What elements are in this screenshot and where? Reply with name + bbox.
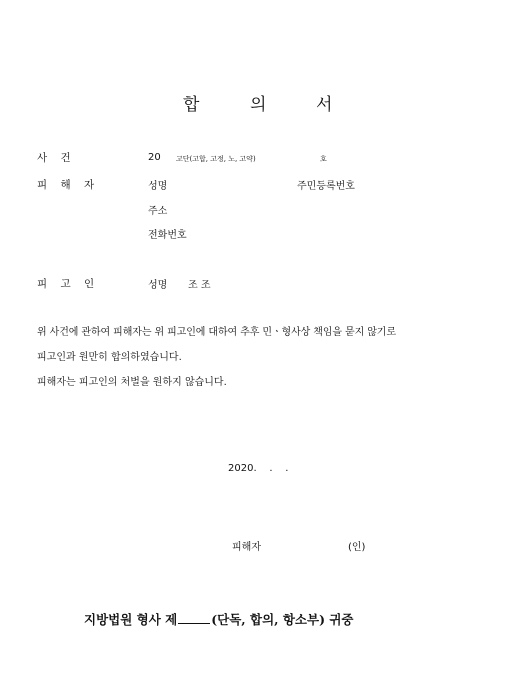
department-blank [178, 613, 210, 624]
defendant-label: 피 고 인 [37, 278, 100, 290]
defendant-name-label: 성명 [148, 280, 168, 291]
title-char-1: 합 [183, 95, 200, 115]
court-footer [84, 610, 354, 628]
title-char-2: 의 [250, 95, 267, 115]
title-char-3: 서 [316, 95, 333, 115]
date: 2020. . . [228, 463, 289, 474]
body-line-1: 위 사건에 관하여 피해자는 위 피고인에 대하여 추후 민ㆍ형사상 책임을 묻지 않기로 [37, 327, 396, 338]
case-label: 사 건 [37, 152, 76, 164]
victim-phone-label: 전화번호 [148, 230, 187, 241]
court-footer-suffix: (단독, 합의, 항소부) 귀중 [211, 612, 354, 627]
signature-seal: (인) [348, 542, 366, 553]
body-line-2: 피고인과 원만히 합의하였습니다. [37, 352, 182, 363]
victim-id-label: 주민등록번호 [297, 181, 355, 192]
case-year-prefix: 20 [148, 152, 161, 163]
case-suffix: 호 [320, 155, 327, 163]
victim-name-label: 성명 [148, 181, 168, 192]
case-types: 고단(고합, 고정, 노, 고약) [176, 155, 256, 163]
body-line-3: 피해자는 피고인의 처벌을 원하지 않습니다. [37, 377, 227, 388]
court-footer-prefix: 지방법원 형사 제 [84, 612, 178, 627]
signature-label: 피해자 [232, 542, 261, 553]
defendant-name-value: 조 조 [188, 280, 211, 291]
victim-address-label: 주소 [148, 206, 168, 217]
victim-label: 피 해 자 [37, 179, 100, 191]
